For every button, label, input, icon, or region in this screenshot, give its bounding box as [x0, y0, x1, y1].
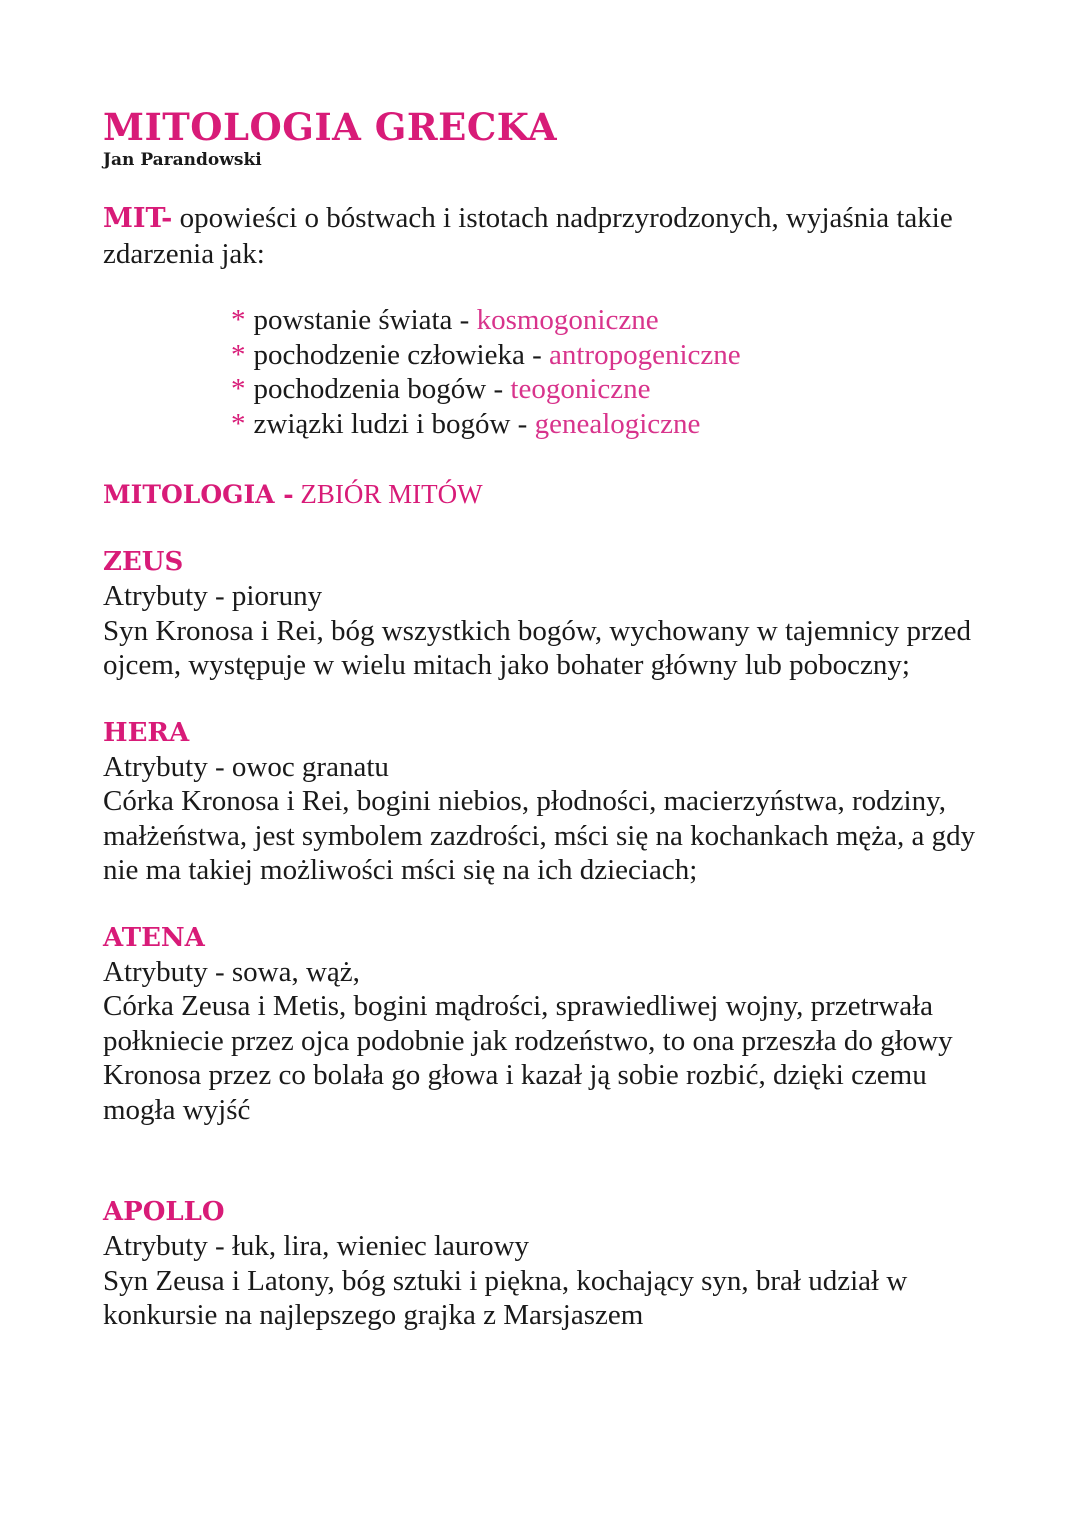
god-attributes: Atrybuty - owoc granatu [103, 750, 389, 783]
mit-label: MIT- [103, 203, 173, 234]
myth-type-text: powstanie świata - [253, 304, 477, 336]
myth-type-text: pochodzenia bogów - [253, 373, 511, 405]
document-title: MITOLOGIA GRECKA [103, 105, 558, 149]
god-attributes: Atrybuty - sowa, wąż, [103, 955, 360, 988]
asterisk-icon: * [231, 304, 246, 336]
god-description: Syn Kronosa i Rei, bóg wszystkich bogów, wychowany w tajemnicy przed ojcem, występuje w wielu mitach jako bohater główny lub poboczny; [103, 614, 971, 681]
god-attributes: Atrybuty - łuk, lira, wieniec laurowy [103, 1230, 530, 1262]
myth-type-kind: kosmogoniczne [476, 304, 659, 336]
god-name: APOLLO [103, 1197, 225, 1227]
god-attributes: Atrybuty - pioruny [103, 580, 323, 612]
god-description: Córka Zeusa i Metis, bogini mądrości, sprawiedliwej wojny, przetrwała połkniecie przez ojca podobnie jak rodzeństwo, to ona przeszła do głowy Kronosa przez co bolała go głowa i kazał ją sobie rozbić, dzięki czemu mogła wyjść [103, 990, 953, 1126]
myth-type-item [231, 407, 1003, 442]
mitologia-definition [103, 477, 1003, 512]
myth-type-item [231, 303, 1003, 338]
myth-type-item [231, 372, 1003, 407]
myth-type-kind: genealogiczne [534, 407, 701, 440]
mit-definition [103, 201, 1003, 271]
god-description: Córka Kronosa i Rei, bogini niebios, płodności, macierzyństwa, rodziny, małżeństwa, jest symbolem zazdrości, mści się na kochankach męża, a gdy nie ma takiej możliwości mści się na ich dzieciach; [103, 785, 976, 886]
myth-type-text: pochodzenie człowieka - [253, 338, 549, 371]
god-description: Syn Zeusa i Latony, bóg sztuki i piękna, kochający syn, brał udział w konkursie na najlepszego grajka z Marsjaszem [103, 1264, 908, 1331]
myth-type-text: związki ludzi i bogów - [253, 407, 535, 440]
document-page [103, 105, 1003, 1333]
god-name: ATENA [103, 922, 205, 953]
asterisk-icon: * [231, 407, 246, 440]
mitologia-head: MITOLOGIA - [103, 480, 294, 509]
god-section-zeus [103, 545, 1003, 683]
myth-type-kind: teogoniczne [510, 373, 651, 405]
god-name: HERA [103, 717, 190, 748]
myth-types-list [231, 303, 1003, 441]
myth-type-kind: antropogeniczne [549, 338, 741, 371]
god-section-apollo [103, 1195, 1003, 1333]
god-section-hera [103, 716, 1003, 888]
myth-type-item [231, 338, 1003, 373]
god-name: ZEUS [103, 547, 184, 577]
asterisk-icon: * [231, 373, 246, 405]
asterisk-icon: * [231, 338, 246, 371]
mit-definition-text: opowieści o bóstwach i istotach nadprzyrodzonych, wyjaśnia takie zdarzenia jak: [103, 202, 953, 270]
god-section-atena [103, 921, 1003, 1128]
mitologia-sub: ZBIÓR MITÓW [293, 479, 483, 509]
document-author: Jan Parandowski [103, 150, 262, 170]
